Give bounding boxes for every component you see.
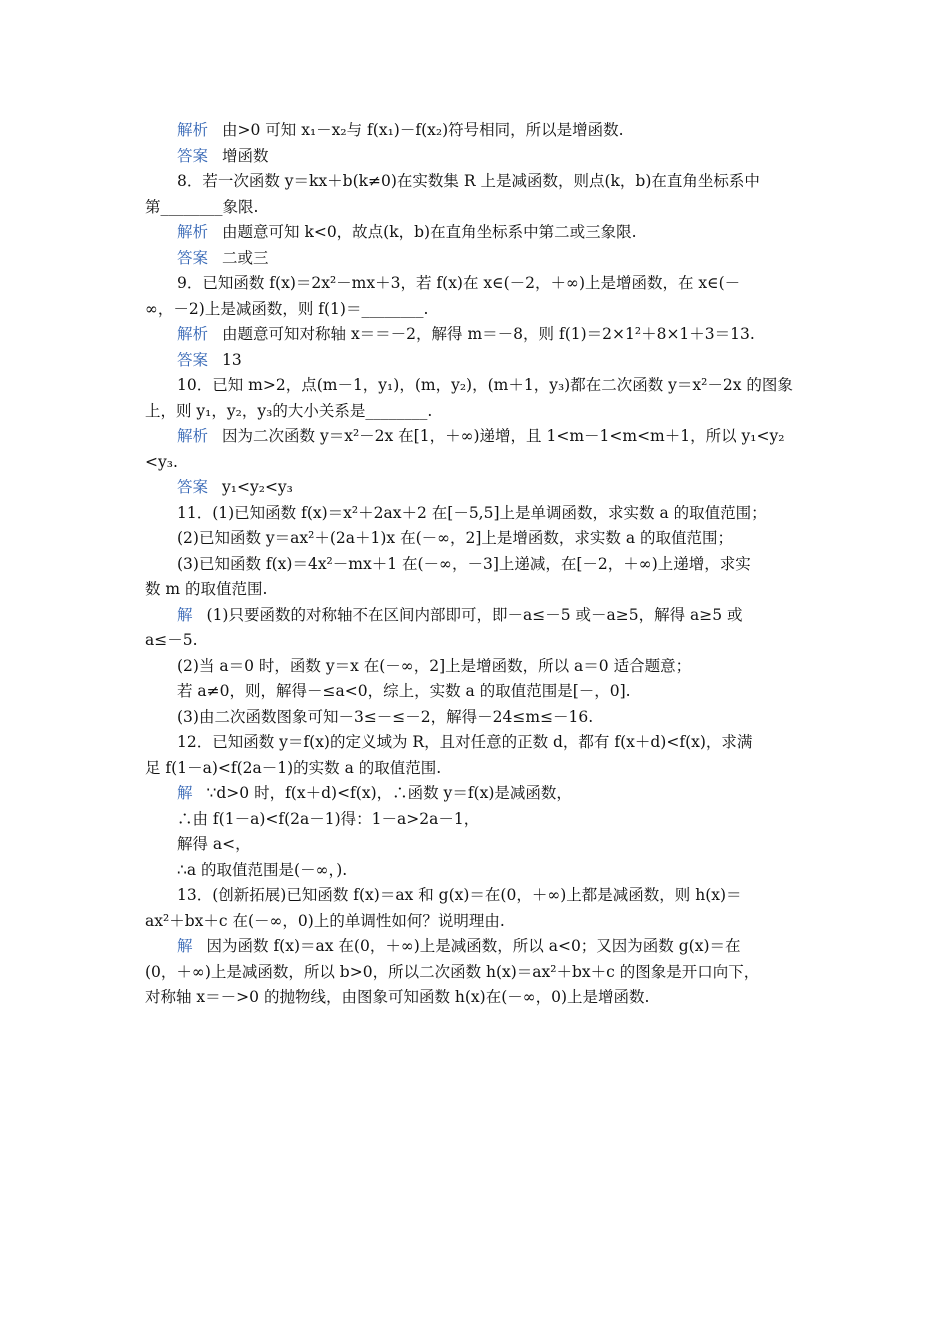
line-17 <box>145 526 810 552</box>
document-body <box>145 118 810 1011</box>
line-text: 对称轴 x＝－>0 的抛物线，由图象可知函数 h(x)在(－∞，0)上是增函数. <box>145 988 650 1006</box>
label-solution: 解 <box>177 605 193 624</box>
line-text: 二或三 <box>222 248 269 267</box>
line-14 <box>145 450 810 476</box>
line-text: 第________象限. <box>145 197 259 216</box>
line-text: (2)已知函数 y＝ax²＋(2a＋1)x 在(－∞，2]上是增函数，求实数 a 的取值范围； <box>177 529 734 547</box>
line-text: <y₃. <box>145 452 178 471</box>
label-analysis: 解析 <box>177 325 209 343</box>
question-8 <box>145 169 810 195</box>
line-6 <box>145 246 810 272</box>
line-text: 由题意可知对称轴 x＝＝－2，解得 m＝－8，则 f(1)＝2×1²＋8×1＋3＝13. <box>222 325 755 343</box>
line-20 <box>145 603 810 629</box>
line-text: 12．已知函数 y＝f(x)的定义域为 R，且对任意的正数 d，都有 f(x＋d)<f(x)，求满 <box>177 733 753 751</box>
line-text: 因为函数 f(x)＝ax 在(0，＋∞)上是减函数，所以 a<0；又因为函数 g(x)＝在 <box>206 937 741 955</box>
line-text: ax²＋bx＋c 在(－∞，0)上的单调性如何？说明理由. <box>145 911 505 930</box>
line-13 <box>145 424 810 450</box>
line-text: (3)由二次函数图象可知－3≤－≤－2，解得－24≤m≤－16. <box>177 707 594 726</box>
line-text: ∵d>0 时，f(x＋d)<f(x)，∴函数 y＝f(x)是减函数， <box>206 784 572 802</box>
label-analysis: 解析 <box>177 223 209 241</box>
question-10 <box>145 373 810 399</box>
line-12 <box>145 399 810 425</box>
line-text: 由>0 可知 x₁－x₂与 f(x₁)－f(x₂)符号相同，所以是增函数. <box>222 121 624 139</box>
line-text: ∴a 的取值范围是(－∞，). <box>177 860 348 879</box>
label-answer: 答案 <box>177 248 209 267</box>
question-11 <box>145 501 810 527</box>
line-21 <box>145 628 810 654</box>
line-28 <box>145 807 810 833</box>
line-text: 11．(1)已知函数 f(x)＝x²＋2ax＋2 在[－5,5]上是单调函数，求实数 a 的取值范围； <box>177 503 767 522</box>
line-text: 9．已知函数 f(x)＝2x²－mx＋3，若 f(x)在 x∈(－2，＋∞)上是增函数，在 x∈(－ <box>177 274 741 292</box>
label-answer: 答案 <box>177 478 209 496</box>
line-text: 若 a≠0，则，解得－≤a<0，综上，实数 a 的取值范围是[－，0]. <box>177 682 631 700</box>
line-text: (1)只要函数的对称轴不在区间内部即可，即－a≤－5 或－a≥5，解得 a≥5 或 <box>206 605 743 624</box>
line-text: 13 <box>222 350 242 369</box>
line-15 <box>145 475 810 501</box>
line-27 <box>145 781 810 807</box>
question-12 <box>145 730 810 756</box>
line-2 <box>145 144 810 170</box>
line-text: 13．(创新拓展)已知函数 f(x)＝ax 和 g(x)＝在(0，＋∞)上都是减函数，则 h(x)＝ <box>177 886 742 904</box>
line-23 <box>145 679 810 705</box>
question-13 <box>145 883 810 909</box>
line-8 <box>145 297 810 323</box>
line-text: 由题意可知 k<0，故点(k，b)在直角坐标系中第二或三象限. <box>222 223 637 241</box>
line-text: ∞，－2)上是减函数，则 f(1)＝________. <box>145 299 429 318</box>
line-29 <box>145 832 810 858</box>
line-text: 8．若一次函数 y＝kx＋b(k≠0)在实数集 R 上是减函数，则点(k，b)在直角坐标系中 <box>177 172 760 190</box>
line-text: y₁<y₂<y₃ <box>222 478 293 496</box>
line-18 <box>145 552 810 578</box>
line-text: 解得 a<， <box>177 835 251 853</box>
line-text: 数 m 的取值范围. <box>145 580 268 598</box>
line-text: a≤－5. <box>145 631 198 649</box>
line-33 <box>145 934 810 960</box>
line-text: (0，＋∞)上是减函数，所以 b>0，所以二次函数 h(x)＝ax²＋bx＋c 的图象是开口向下， <box>145 962 760 981</box>
line-text: 上，则 y₁，y₂，y₃的大小关系是________. <box>145 401 433 420</box>
label-solution: 解 <box>177 937 193 955</box>
line-5 <box>145 220 810 246</box>
label-answer: 答案 <box>177 146 209 165</box>
line-text: ∴由 f(1－a)<f(2a－1)得：1－a>2a－1， <box>177 809 480 828</box>
line-35 <box>145 985 810 1011</box>
label-solution: 解 <box>177 784 193 802</box>
line-1 <box>145 118 810 144</box>
line-26 <box>145 756 810 782</box>
line-text: (3)已知函数 f(x)＝4x²－mx＋1 在(－∞，－3]上递减，在[－2，＋∞)上递增，求实 <box>177 554 751 573</box>
line-32 <box>145 909 810 935</box>
line-10 <box>145 348 810 374</box>
line-34 <box>145 960 810 986</box>
line-22 <box>145 654 810 680</box>
question-9 <box>145 271 810 297</box>
label-analysis: 解析 <box>177 427 209 445</box>
line-text: 10．已知 m>2，点(m－1，y₁)，(m，y₂)，(m＋1，y₃)都在二次函数 y＝x²－2x 的图象 <box>177 376 793 394</box>
label-analysis: 解析 <box>177 121 209 139</box>
line-text: 足 f(1－a)<f(2a－1)的实数 a 的取值范围. <box>145 758 442 777</box>
label-answer: 答案 <box>177 350 209 369</box>
line-4 <box>145 195 810 221</box>
line-text: (2)当 a＝0 时，函数 y＝x 在(－∞，2]上是增函数，所以 a＝0 适合题意； <box>177 656 692 675</box>
line-text: 增函数 <box>222 146 269 165</box>
line-19 <box>145 577 810 603</box>
line-24 <box>145 705 810 731</box>
line-30 <box>145 858 810 884</box>
line-9 <box>145 322 810 348</box>
line-text: 因为二次函数 y＝x²－2x 在[1，＋∞)递增，且 1<m－1<m<m＋1，所以 y₁<y₂ <box>222 427 785 445</box>
